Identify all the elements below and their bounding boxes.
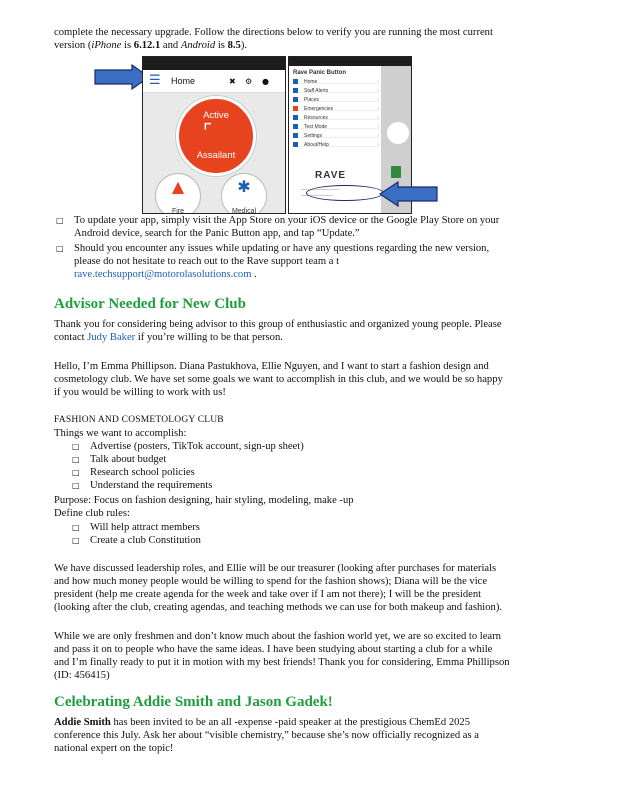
text: contact	[54, 332, 88, 343]
club-title: FASHION AND COSMETOLOGY CLUB	[54, 415, 224, 425]
text-line: Thank you for considering being advisor to this group of enthusiastic and organized young people. Please	[54, 319, 502, 330]
text-line: Hello, I’m Emma Phillipson. Diana Pastukhova, Ellie Nguyen, and I want to start a fashion design and	[54, 361, 489, 372]
menu-item-icon	[293, 142, 298, 147]
chevron-right-icon: ›	[377, 97, 379, 103]
menu-item[interactable]	[293, 130, 379, 138]
rules-label: Define club rules:	[54, 508, 130, 519]
location-pin-icon: ●	[262, 77, 269, 86]
chevron-right-icon: ›	[377, 106, 379, 112]
status-bar	[289, 57, 411, 66]
goals-list	[72, 440, 304, 492]
honoree-name: Addie Smith	[54, 717, 111, 728]
menu-item-label: Resources	[304, 115, 328, 121]
bullet-icon: □	[72, 523, 80, 532]
intro-text: and	[160, 40, 181, 51]
intro-text: is	[215, 40, 228, 51]
things-label: Things we want to accomplish:	[54, 428, 187, 439]
menu-icon[interactable]: ☰	[149, 73, 161, 88]
menu-item-label: Staff Alerts	[304, 88, 329, 94]
text: has been invited to be an all -expense -paid speaker at the prestigious ChemEd 2025	[110, 717, 471, 728]
intro-text: is	[121, 40, 134, 51]
status-bar	[143, 57, 285, 70]
advisor-paragraph-1	[54, 318, 564, 344]
intro-line-1: complete the necessary upgrade. Follow the directions below to verify you are running the most current	[54, 27, 493, 38]
rave-logo: RAVE	[315, 170, 347, 181]
chevron-right-icon: ›	[377, 124, 379, 130]
list-item	[72, 440, 304, 453]
support-email-link[interactable]: rave.techsupport@motorolasolutions.com	[74, 269, 252, 280]
goal-text: Understand the requirements	[90, 480, 213, 491]
phone-screenshot-home	[142, 56, 286, 214]
menu-footer-line: ──────────	[301, 193, 333, 198]
list-item	[72, 466, 304, 479]
active-assailant-button[interactable]	[176, 96, 256, 176]
celebrating-paragraph	[54, 716, 564, 755]
text-line	[54, 716, 564, 729]
chevron-right-icon: ›	[377, 79, 379, 85]
menu-item-icon	[293, 124, 298, 129]
app-header	[143, 70, 285, 93]
medical-label: Medical	[231, 208, 257, 214]
text-line: and pass it on to people who have the same ideas. I have been studying about starting a club for a while	[54, 644, 493, 655]
text-line: cosmetology club. We have set some goals we want to accomplish in this club, and we would be so happy	[54, 374, 503, 385]
menu-item-label: About/Help	[304, 142, 329, 148]
goal-text: Advertise (posters, TikTok account, sign-up sheet)	[90, 441, 304, 452]
club-plan	[54, 414, 564, 440]
menu-item[interactable]	[293, 139, 379, 147]
app-title: Home	[171, 76, 196, 86]
menu-item-icon	[293, 88, 298, 93]
menu-item[interactable]	[293, 121, 379, 129]
rule-text: Create a club Constitution	[90, 535, 201, 546]
bullet-line: Android device, search for the Panic Button app, and tap “Update.”	[74, 228, 360, 239]
advisor-heading: Advisor Needed for New Club	[54, 296, 246, 312]
menu-item[interactable]	[293, 94, 379, 102]
fire-button[interactable]	[155, 173, 201, 214]
chevron-right-icon: ›	[377, 133, 379, 139]
bullet-icon: □	[56, 244, 64, 253]
intro-paragraph	[54, 26, 564, 52]
bullet-text: To update your app, simply visit the App Store on your iOS device or the Google Play Store on your	[74, 215, 500, 226]
list-item	[72, 534, 201, 547]
text: if you’re willing to be that person.	[135, 332, 283, 343]
menu-item-label: Emergencies	[304, 106, 334, 112]
menu-item-label: Settings	[304, 133, 323, 139]
list-item	[72, 479, 304, 492]
text-line: president (help me create agenda for the week and take over if I am not there); I will be the president	[54, 589, 482, 600]
menu-item-label: Home	[304, 79, 318, 85]
text-line: We have discussed leadership roles, and Ellie will be our treasurer (looking after purchases for materials	[54, 563, 497, 574]
assailant-label-2: Assailant	[196, 150, 236, 161]
menu-item[interactable]	[293, 85, 379, 93]
menu-item-icon	[293, 79, 298, 84]
fire-icon: ▲	[171, 177, 185, 196]
intro-text: version (	[54, 40, 92, 51]
menu-item-label: Test Mode	[304, 124, 328, 130]
iphone-version: 6.12.1	[133, 40, 161, 51]
rules-list	[72, 521, 201, 547]
menu-item[interactable]	[293, 76, 379, 84]
advisor-paragraph-2	[54, 360, 564, 399]
chevron-right-icon: ›	[377, 142, 379, 148]
bullet-text: .	[251, 269, 257, 280]
bullet-line: please do not hesitate to reach out to the Rave support team a t	[74, 256, 340, 267]
text-line: national expert on the topic!	[54, 743, 174, 754]
bullet-line	[56, 268, 489, 281]
background-badge	[391, 166, 401, 178]
android-version: 8.5	[227, 40, 241, 51]
gun-icon: ⌜	[203, 119, 213, 143]
text-line: and I’m finally ready to put it in motion with my best friends! Thank you for considering, Emma Phillipson	[54, 657, 510, 668]
advisor-paragraph-3	[54, 562, 564, 614]
settings-icon: ⚙	[245, 77, 253, 86]
no-signal-icon: ✖	[229, 77, 236, 86]
menu-item-icon	[293, 115, 298, 120]
fire-label: Fire	[171, 208, 185, 214]
bullet-line	[56, 214, 499, 227]
menu-item[interactable]	[293, 112, 379, 120]
text-line: if you would be willing to work with us!	[54, 387, 226, 398]
chevron-right-icon: ›	[377, 88, 379, 94]
app-body	[143, 93, 285, 213]
highlight-oval	[306, 185, 384, 201]
text-line: While we are only freshmen and don’t know much about the fashion world yet, we are so excited to learn	[54, 631, 501, 642]
menu-footer-line: ────────────	[301, 187, 340, 192]
menu-item-icon	[293, 97, 298, 102]
list-item	[72, 453, 304, 466]
intro-line-2	[54, 39, 564, 52]
menu-item-label: Places	[304, 97, 320, 103]
bullet-icon: □	[56, 216, 64, 225]
iphone-label: iPhone	[91, 40, 122, 51]
text-line: and how much money people would be willing to spend for the fashion shows); Diana will be the vice	[54, 576, 488, 587]
android-label: Android	[180, 40, 216, 51]
goal-text: Talk about budget	[90, 454, 167, 465]
menu-item-icon	[293, 106, 298, 111]
list-item	[72, 521, 201, 534]
bullet-line	[56, 242, 489, 255]
chevron-right-icon: ›	[377, 115, 379, 121]
bullet-icon: □	[72, 481, 80, 490]
list-item	[56, 242, 489, 281]
text-line: conference this July. Ask her about “visible chemistry,” because she’s now officially recognized as a	[54, 730, 479, 741]
bullet-icon: □	[72, 455, 80, 464]
intro-text: ).	[240, 40, 247, 51]
text-line: (looking after the club, creating agendas, and teaching methods we can use for both makeup and fashion).	[54, 602, 503, 613]
bullet-icon: □	[72, 536, 80, 545]
medical-button[interactable]	[221, 173, 267, 214]
medical-star-icon: ✱	[237, 177, 251, 196]
list-item	[56, 214, 499, 240]
purpose-text: Purpose: Focus on fashion designing, hair styling, modeling, make -up	[54, 495, 354, 506]
arrow-left-icon	[378, 181, 438, 207]
goal-text: Research school policies	[90, 467, 195, 478]
menu-title: Rave Panic Button	[293, 70, 347, 76]
celebrating-heading: Celebrating Addie Smith and Jason Gadek!	[54, 694, 333, 710]
text-line	[54, 331, 564, 344]
assailant-label-1: Active	[203, 110, 229, 121]
advisor-paragraph-4	[54, 630, 564, 682]
bullet-icon: □	[72, 442, 80, 451]
menu-item-icon	[293, 133, 298, 138]
menu-item[interactable]	[293, 103, 379, 111]
text-line: (ID: 456415)	[54, 670, 110, 681]
bullet-icon: □	[72, 468, 80, 477]
background-button	[387, 122, 409, 144]
bullet-text: Should you encounter any issues while updating or have any questions regarding the new version,	[74, 243, 490, 254]
purpose-and-rules	[54, 494, 564, 520]
contact-link[interactable]: Judy Baker	[87, 332, 136, 343]
rule-text: Will help attract members	[90, 522, 200, 533]
